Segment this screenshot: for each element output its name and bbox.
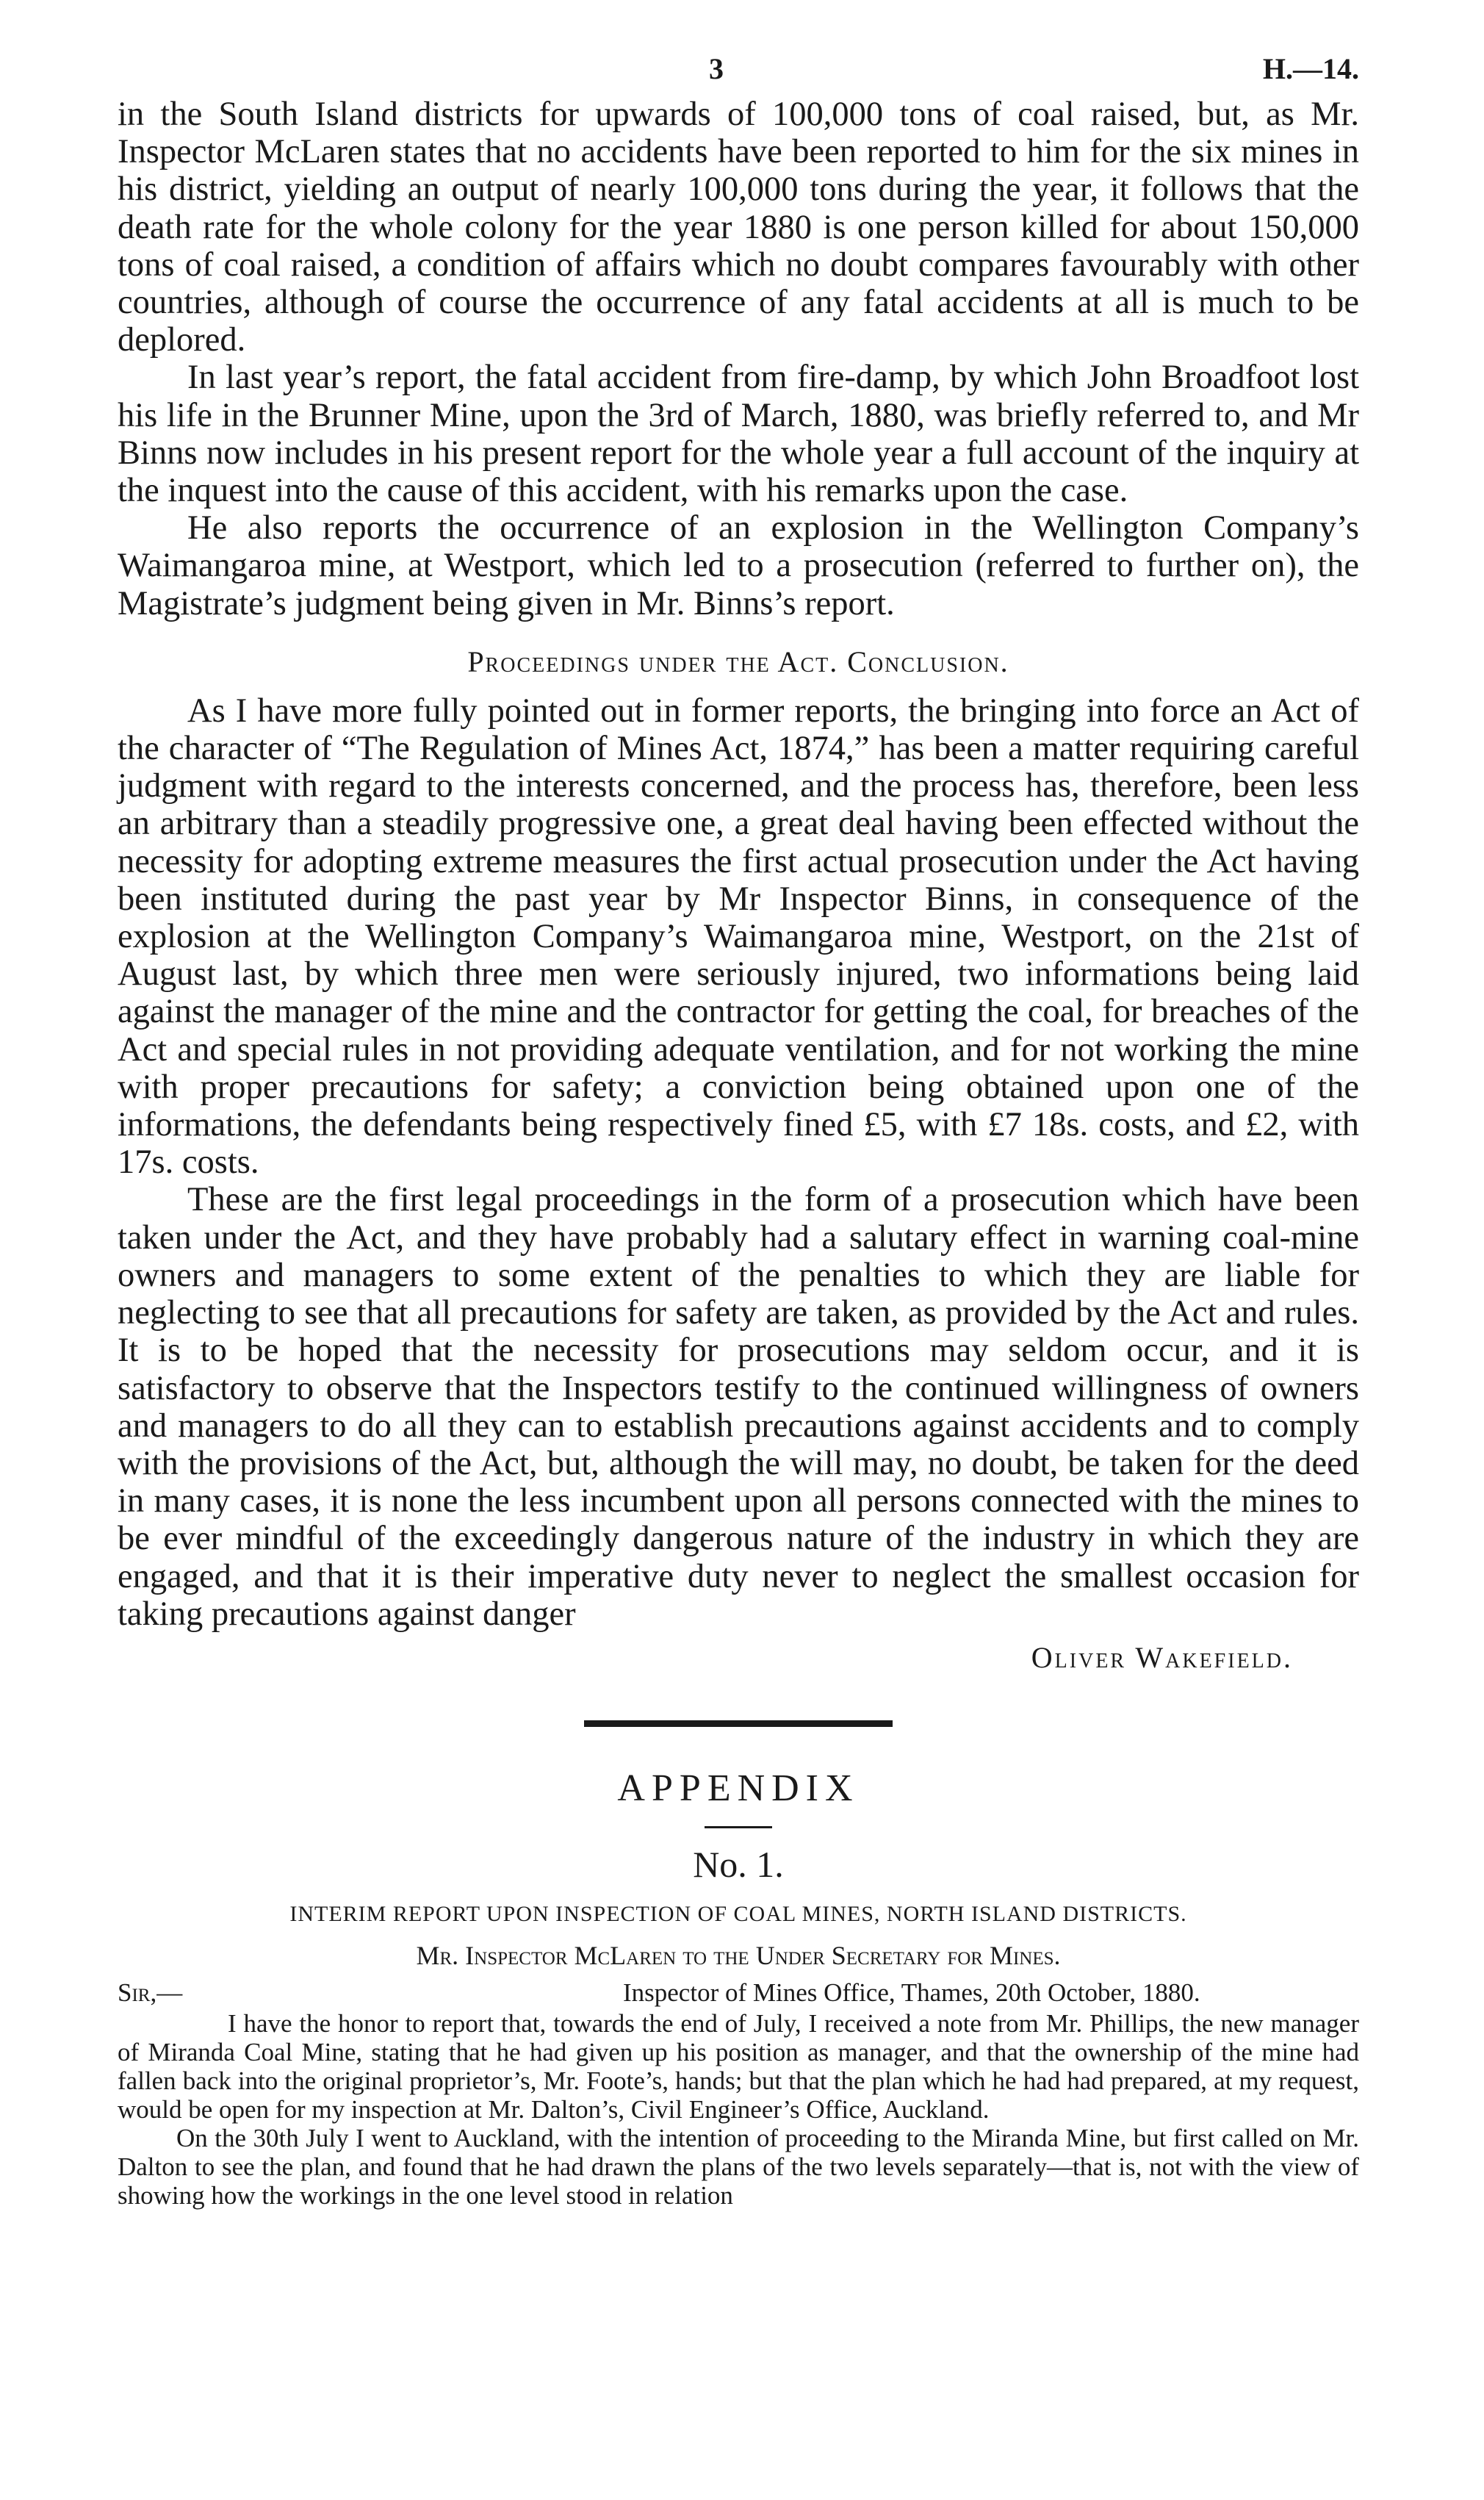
signature: Oliver Wakefield. [1031,1640,1293,1674]
report-byline: Mr. Inspector McLaren to the Under Secretary for Mines. [416,1940,1061,1970]
letter-address-line [118,1978,1359,2009]
section-divider [584,1720,893,1727]
paragraph: In last year’s report, the fatal accident from fire-damp, by which John Broadfoot lost his life in the Brunner Mine, upon the 3rd of March, 1880, was briefly referred to, and Mr Binns now includes in his present report for the whole year a full account of the inquiry at the inquest into the cause of this accident, with his remarks upon the case. [118,359,1359,510]
paragraph: He also reports the occurrence of an explosion in the Wellington Company’s Waimangaroa mine, at Westport, which led to a prosecution (referred to further on), the Magistrate’s judgment being given in Mr. Binns’s report. [118,509,1359,622]
letter-paragraph: I have the honor to report that, towards the end of July, I received a note from Mr. Phillips, the new manager of Miranda Coal Mine, stating that he had given up his position as manager, and that the ownership of the mine had fallen back into the original proprietor’s, Mr. Foote’s, hands; but that the plan which he had had prepared, at my request, would be open for my inspection at Mr. Dalton’s, Civil Engineer’s Office, Auckland. [118,2008,1359,2124]
letter-paragraph: On the 30th July I went to Auckland, with the intention of proceeding to the Miranda Mine, but first called on Mr. Dalton to see the plan, and found that he had drawn the plans of the two levels separately—that is, not with the view of showing how the workings in the one level stood in relation [118,2123,1359,2210]
report-body [118,96,1359,622]
section-heading: Proceedings under the Act. Conclusion. [467,644,1009,678]
appendix-heading: APPENDIX [617,1767,860,1809]
appendix-number: No. 1. [693,1843,784,1885]
short-divider [705,1826,772,1828]
paragraph: These are the first legal proceedings in the form of a prosecution which have been taken under the Act, and they have probably had a salutary effect in warning coal-mine owners and managers to some extent of the penalties to which they are liable for neglecting to see that all precautions for safety are taken, as provided by the Act and rules. It is to be hoped that the necessity for prosecutions may seldom occur, and it is satisfactory to observe that the Inspectors testify to the continued willingness of owners and managers to do all they can to establish precautions against accidents and to comply with the provisions of the Act, but, although the will may, no doubt, be taken for the deed in many cases, it is none the less incumbent upon all persons connected with the mines to be ever mindful of the exceedingly dangerous nature of the industry in which they are engaged, and that it is their imperative duty never to neglect the smallest occasion for taking precautions against danger [118,1181,1359,1633]
page-header [118,44,1359,96]
document-page [118,44,1359,2210]
paragraph-continuation: in the South Island districts for upwards of 100,000 tons of coal raised, but, as Mr. Inspector McLaren states that no accidents have been reported to him for the six mines in his district, yielding an output of nearly 100,000 tons during the year, it follows that the death rate for the whole colony for the year 1880 is one person killed for about 150,000 tons of coal raised, a condition of affairs which no doubt compares favourably with other countries, although of course the occurrence of any fatal accidents at all is much to be deplored. [118,96,1359,359]
document-reference: H.—14. [1262,52,1359,85]
page-number: 3 [709,52,724,85]
dateline: Inspector of Mines Office, Thames, 20th October, 1880. [623,1978,1200,2007]
report-title: INTERIM REPORT UPON INSPECTION OF COAL MINES, NORTH ISLAND DISTRICTS. [289,1901,1187,1926]
paragraph: As I have more fully pointed out in former reports, the bringing into force an Act of the character of “The Regulation of Mines Act, 1874,” has been a matter requiring careful judgment with regard to the interests concerned, and the process has, therefore, been less an arbitrary than a steadily progressive one, a great deal having been effected without the necessity for adopting extreme measures the first actual prosecution under the Act having been instituted during the past year by Mr Inspector Binns, in consequence of the explosion at the Wellington Company’s Waimangaroa mine, Westport, on the 21st of August last, by which three men were seriously injured, two informations being laid against the manager of the mine and the contractor for getting the coal, for breaches of the Act and special rules in not providing adequate ventilation, and for not working the mine with proper precautions for safety; a conviction being obtained upon one of the informations, the defendants being respectively fined £5, with £7 18s. costs, and £2, with 17s. costs. [118,692,1359,1182]
letter-body [118,1978,1359,2210]
conclusion-body [118,692,1359,1633]
salutation: Sir,— [118,1978,183,2007]
